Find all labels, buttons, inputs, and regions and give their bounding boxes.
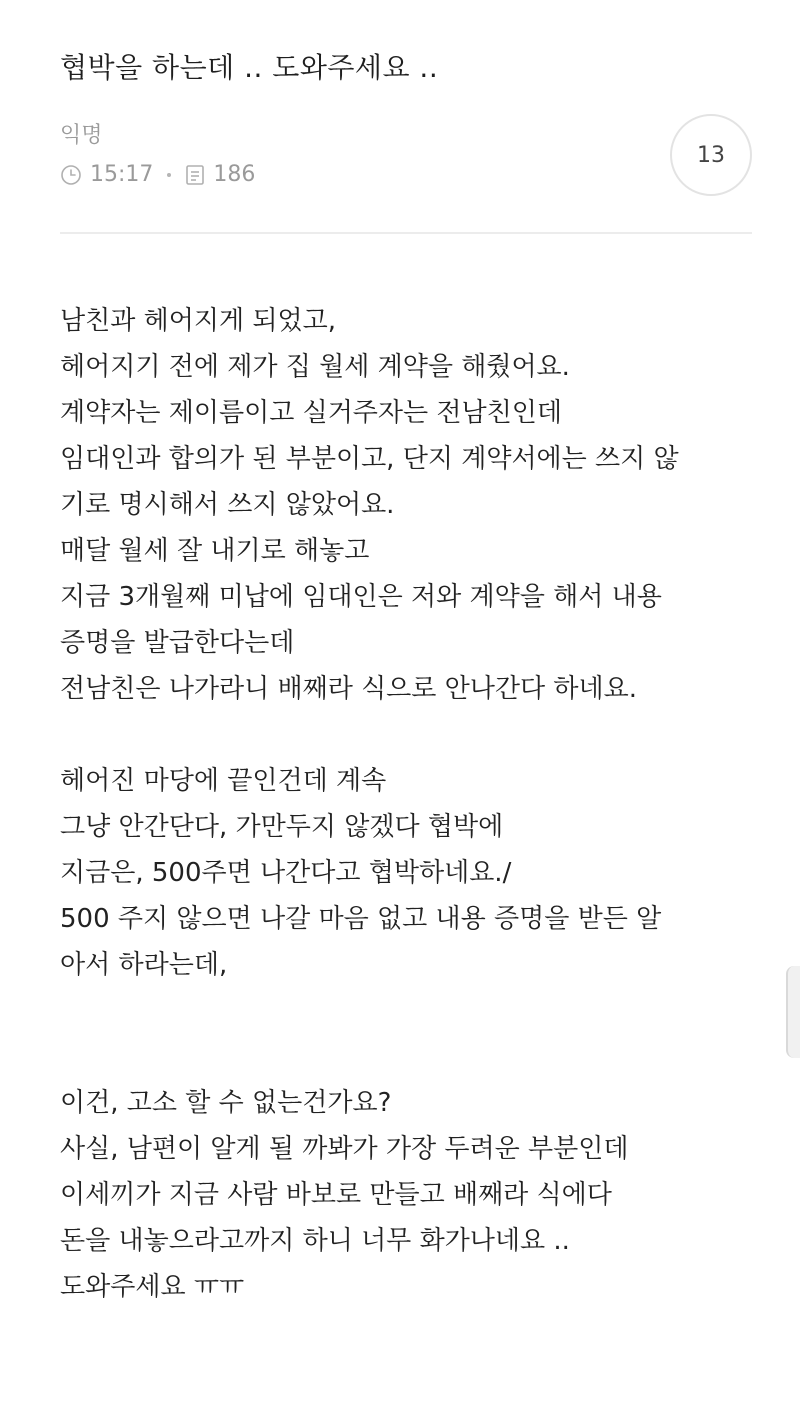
paragraph-spacer (60, 712, 760, 758)
clock-icon (60, 164, 82, 186)
body-line: 기로 명시해서 쓰지 않았어요. (60, 490, 395, 520)
post-time: 15:17 (90, 162, 154, 187)
scroll-handle[interactable] (786, 966, 800, 1058)
body-line: 아서 하라는데, (60, 950, 228, 980)
view-count: 186 (213, 162, 256, 187)
body-line: 지금은, 500주면 나간다고 협박하네요./ (60, 858, 512, 888)
body-line: 헤어지기 전에 제가 집 월세 계약을 해줬어요. (60, 352, 570, 382)
post-header (0, 0, 800, 240)
header-divider (60, 232, 752, 234)
body-line: 그냥 안간단다, 가만두지 않겠다 협박에 (60, 812, 504, 842)
body-line: 도와주세요 ㅠㅠ (60, 1272, 245, 1302)
body-line: 이세끼가 지금 사람 바보로 만들고 배째라 식에다 (60, 1180, 612, 1210)
post-body (60, 298, 760, 1310)
body-line: 지금 3개월째 미납에 임대인은 저와 계약을 해서 내용 (60, 582, 662, 612)
body-line: 임대인과 합의가 된 부분이고, 단지 계약서에는 쓰지 않 (60, 444, 679, 474)
author-name[interactable]: 익명 (60, 123, 103, 148)
meta-separator (167, 173, 171, 177)
paragraph-spacer (60, 988, 760, 1080)
document-icon (185, 164, 205, 186)
post-title: 협박을 하는데 .. 도와주세요 .. (60, 51, 439, 84)
body-line: 이건, 고소 할 수 없는건가요? (60, 1088, 392, 1118)
body-line: 매달 월세 잘 내기로 해놓고 (60, 536, 370, 566)
comment-count-button[interactable]: 13 (670, 114, 752, 196)
body-line: 증명을 발급한다는데 (60, 628, 295, 658)
body-line: 헤어진 마당에 끝인건데 계속 (60, 766, 387, 796)
body-line: 계약자는 제이름이고 실거주자는 전남친인데 (60, 398, 562, 428)
body-line: 돈을 내놓으라고까지 하니 너무 화가나네요 .. (60, 1226, 570, 1256)
body-line: 전남친은 나가라니 배째라 식으로 안나간다 하네요. (60, 674, 638, 704)
body-line: 남친과 헤어지게 되었고, (60, 306, 336, 336)
post-meta (60, 162, 255, 187)
body-line: 500 주지 않으면 나갈 마음 없고 내용 증명을 받든 알 (60, 904, 662, 934)
body-line: 사실, 남편이 알게 될 까봐가 가장 두려운 부분인데 (60, 1134, 629, 1164)
